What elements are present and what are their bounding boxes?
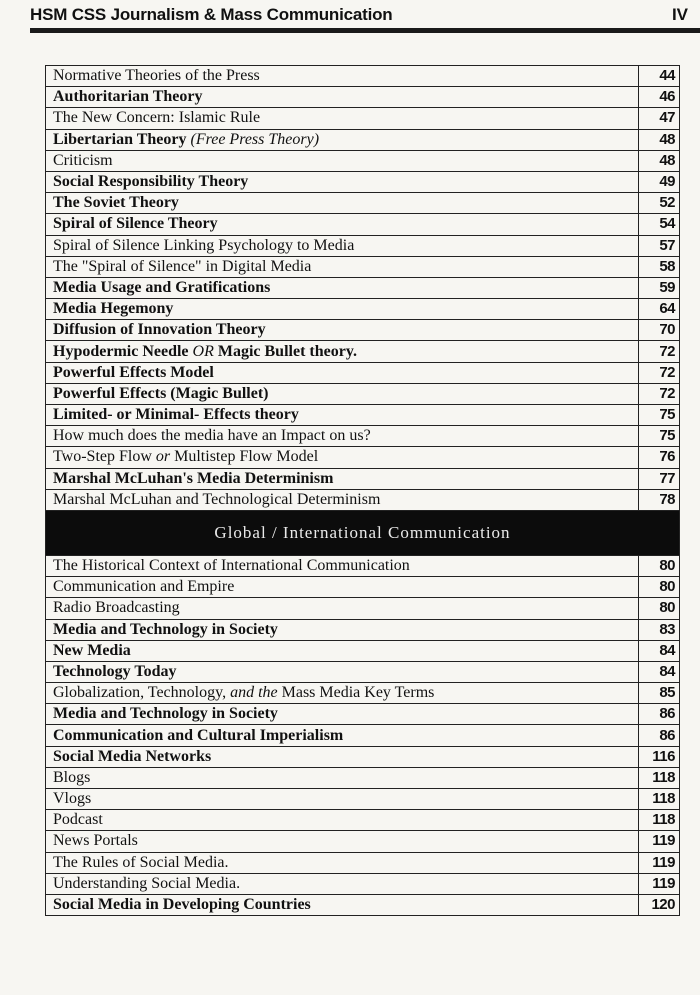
toc-entry-title <box>46 640 639 661</box>
toc-entry-text: Powerful Effects Model <box>53 363 214 381</box>
toc-entry-page: 48 <box>639 129 680 150</box>
toc-entry-page: 76 <box>639 447 680 468</box>
toc-entry-title <box>46 320 639 341</box>
toc-entry-text: Blogs <box>53 768 91 786</box>
toc-entry-row <box>46 725 680 746</box>
toc-entry-page: 84 <box>639 640 680 661</box>
toc-entry-title <box>46 873 639 894</box>
toc-entry-page: 84 <box>639 661 680 682</box>
toc-entry-page: 85 <box>639 683 680 704</box>
toc-entry-title <box>46 704 639 725</box>
toc-entry-page: 70 <box>639 320 680 341</box>
toc-entry-text: Communication and Cultural Imperialism <box>53 726 344 744</box>
toc-entry-title <box>46 299 639 320</box>
toc-entry-row <box>46 577 680 598</box>
toc-entry-text: Marshal McLuhan's Media Determinism <box>53 469 334 487</box>
toc-entry-row <box>46 320 680 341</box>
toc-entry-title <box>46 746 639 767</box>
toc-entry-text: Social Responsibility Theory <box>53 173 249 191</box>
toc-entry-row <box>46 683 680 704</box>
toc-entry-page: 47 <box>639 108 680 129</box>
toc-entry-text: Criticism <box>53 151 113 169</box>
toc-entry-page: 64 <box>639 299 680 320</box>
toc-entry-row <box>46 341 680 362</box>
toc-entry-text: Media and Technology in Society <box>53 705 278 723</box>
toc-entry-page: 86 <box>639 704 680 725</box>
toc-entry-page: 48 <box>639 150 680 171</box>
toc-entry-text: Spiral of Silence Linking Psychology to Media <box>53 236 355 254</box>
toc-entry-page: 75 <box>639 405 680 426</box>
toc-entry-text: Spiral of Silence Theory <box>53 215 218 233</box>
toc-entry-title <box>46 767 639 788</box>
toc-entry-title <box>46 383 639 404</box>
toc-entry-row <box>46 489 680 510</box>
toc-entry-row <box>46 383 680 404</box>
toc-entry-title <box>46 810 639 831</box>
toc-entry-page: 44 <box>639 66 680 87</box>
toc-entry-title <box>46 489 639 510</box>
toc-entry-page: 118 <box>639 810 680 831</box>
toc-entry-text: Authoritarian Theory <box>53 88 203 106</box>
toc-entry-text: The Soviet Theory <box>53 194 179 212</box>
toc-entry-text: Hypodermic Needle <box>53 342 193 360</box>
toc-entry-title <box>46 426 639 447</box>
toc-entry-page: 119 <box>639 852 680 873</box>
toc-entry-row <box>46 831 680 852</box>
toc-entry-text: Normative Theories of the Press <box>53 67 260 85</box>
toc-entry-row <box>46 235 680 256</box>
toc-entry-text: News Portals <box>53 832 138 850</box>
toc-entry-page: 75 <box>639 426 680 447</box>
toc-entry-title <box>46 341 639 362</box>
toc-entry-row <box>46 767 680 788</box>
toc-entry-title <box>46 598 639 619</box>
toc-entry-row <box>46 171 680 192</box>
toc-entry-text: Marshal McLuhan and Technological Determinism <box>53 490 381 508</box>
toc-entry-row <box>46 746 680 767</box>
toc-entry-page: 118 <box>639 789 680 810</box>
toc-entry-text: Powerful Effects (Magic Bullet) <box>53 384 269 402</box>
toc-entry-row <box>46 661 680 682</box>
toc-entry-row <box>46 362 680 383</box>
toc-entry-text: Multistep Flow Model <box>170 448 319 466</box>
toc-entry-title <box>46 577 639 598</box>
toc-entry-page: 118 <box>639 767 680 788</box>
toc-entry-row <box>46 150 680 171</box>
toc-entry-text: The New Concern: Islamic Rule <box>53 109 261 127</box>
toc-entry-text: Magic Bullet theory. <box>213 342 357 360</box>
toc-entry-row <box>46 214 680 235</box>
toc-entry-title <box>46 214 639 235</box>
toc-entry-text: The Rules of Social Media. <box>53 853 229 871</box>
toc-entry-title <box>46 683 639 704</box>
toc-entry-title <box>46 894 639 915</box>
toc-entry-title <box>46 661 639 682</box>
toc-entry-row <box>46 447 680 468</box>
toc-entry-title <box>46 277 639 298</box>
toc-entry-page: 80 <box>639 577 680 598</box>
toc-entry-page: 119 <box>639 831 680 852</box>
toc-entry-row <box>46 277 680 298</box>
toc-entry-title <box>46 619 639 640</box>
toc-entry-text: OR <box>192 342 214 360</box>
toc-entry-row <box>46 640 680 661</box>
toc-entry-text: The "Spiral of Silence" in Digital Media <box>53 257 312 275</box>
toc-entry-title <box>46 193 639 214</box>
toc-entry-title <box>46 789 639 810</box>
toc-entry-row <box>46 256 680 277</box>
toc-entry-title <box>46 447 639 468</box>
toc-entry-title <box>46 831 639 852</box>
toc-entry-page: 46 <box>639 87 680 108</box>
toc-entry-text: Understanding Social Media. <box>53 874 241 892</box>
toc-entry-text: Media Hegemony <box>53 300 174 318</box>
toc-entry-title <box>46 405 639 426</box>
toc-entry-row <box>46 468 680 489</box>
toc-entry-title <box>46 362 639 383</box>
toc-entry-row <box>46 852 680 873</box>
toc-entry-row <box>46 873 680 894</box>
page-header <box>30 5 700 27</box>
toc-entry-row <box>46 66 680 87</box>
toc-entry-page: 72 <box>639 341 680 362</box>
toc-entry-text: (Free Press Theory) <box>190 130 320 148</box>
toc-entry-page: 58 <box>639 256 680 277</box>
toc-entry-text: and the <box>230 684 278 702</box>
toc-entry-text: How much does the media have an Impact on us? <box>53 427 371 445</box>
toc-entry-title <box>46 725 639 746</box>
toc-entry-title <box>46 235 639 256</box>
toc-entry-page: 80 <box>639 598 680 619</box>
toc-entry-text: New Media <box>53 641 131 659</box>
toc-entry-text: Diffusion of Innovation Theory <box>53 321 266 339</box>
toc-entry-text: Vlogs <box>53 790 92 808</box>
toc-entry-title <box>46 66 639 87</box>
toc-entry-page: 57 <box>639 235 680 256</box>
toc-entry-title <box>46 129 639 150</box>
toc-entry-title <box>46 852 639 873</box>
toc-entry-page: 49 <box>639 171 680 192</box>
section-header-row <box>46 510 680 555</box>
toc-entry-page: 59 <box>639 277 680 298</box>
toc-entry-text: Limited- or Minimal- Effects theory <box>53 406 299 424</box>
toc-entry-title <box>46 150 639 171</box>
toc-entry-title <box>46 256 639 277</box>
toc-entry-page: 80 <box>639 555 680 576</box>
toc-entry-text: Media and Technology in Society <box>53 620 278 638</box>
toc-entry-page: 120 <box>639 894 680 915</box>
toc-entry-row <box>46 87 680 108</box>
toc-entry-title <box>46 108 639 129</box>
toc-entry-page: 86 <box>639 725 680 746</box>
toc-entry-row <box>46 193 680 214</box>
toc-entry-page: 72 <box>639 362 680 383</box>
toc-entry-text: Globalization, Technology, <box>53 684 231 702</box>
toc-entry-row <box>46 299 680 320</box>
toc-entry-title <box>46 87 639 108</box>
toc-entry-text: Podcast <box>53 811 103 829</box>
toc-entry-page: 72 <box>639 383 680 404</box>
toc-entry-page: 77 <box>639 468 680 489</box>
toc-entry-title <box>46 171 639 192</box>
toc-entry-text: Social Media Networks <box>53 747 212 765</box>
header-rule <box>30 28 700 33</box>
toc-entry-page: 52 <box>639 193 680 214</box>
toc-entry-page: 116 <box>639 746 680 767</box>
toc-entry-text: Technology Today <box>53 662 177 680</box>
toc-entry-row <box>46 405 680 426</box>
toc-entry-text: Radio Broadcasting <box>53 599 180 617</box>
toc-entry-text: or <box>155 448 171 466</box>
toc-entry-text: Mass Media Key Terms <box>277 684 435 702</box>
toc-entry-text: The Historical Context of International Communication <box>53 557 410 575</box>
toc-entry-text: Media Usage and Gratifications <box>53 278 271 296</box>
toc-entry-page: 54 <box>639 214 680 235</box>
toc-body <box>46 66 680 916</box>
toc-entry-row <box>46 108 680 129</box>
section-title: Global / International Communication <box>46 510 680 555</box>
toc-entry-row <box>46 704 680 725</box>
toc-entry-row <box>46 810 680 831</box>
toc-entry-row <box>46 619 680 640</box>
toc-entry-row <box>46 894 680 915</box>
toc-entry-title <box>46 555 639 576</box>
toc-entry-text: Libertarian Theory <box>53 130 191 148</box>
toc-entry-row <box>46 555 680 576</box>
toc-entry-row <box>46 789 680 810</box>
toc-entry-title <box>46 468 639 489</box>
toc-entry-page: 119 <box>639 873 680 894</box>
toc-entry-text: Communication and Empire <box>53 578 235 596</box>
table-of-contents <box>45 65 680 916</box>
toc-entry-text: Two-Step Flow <box>53 448 156 466</box>
toc-entry-row <box>46 598 680 619</box>
page-number: IV <box>671 5 688 24</box>
toc-entry-text: Social Media in Developing Countries <box>53 896 311 914</box>
book-title: HSM CSS Journalism & Mass Communication <box>30 5 393 24</box>
toc-entry-row <box>46 426 680 447</box>
toc-entry-page: 78 <box>639 489 680 510</box>
toc-entry-page: 83 <box>639 619 680 640</box>
toc-entry-row <box>46 129 680 150</box>
